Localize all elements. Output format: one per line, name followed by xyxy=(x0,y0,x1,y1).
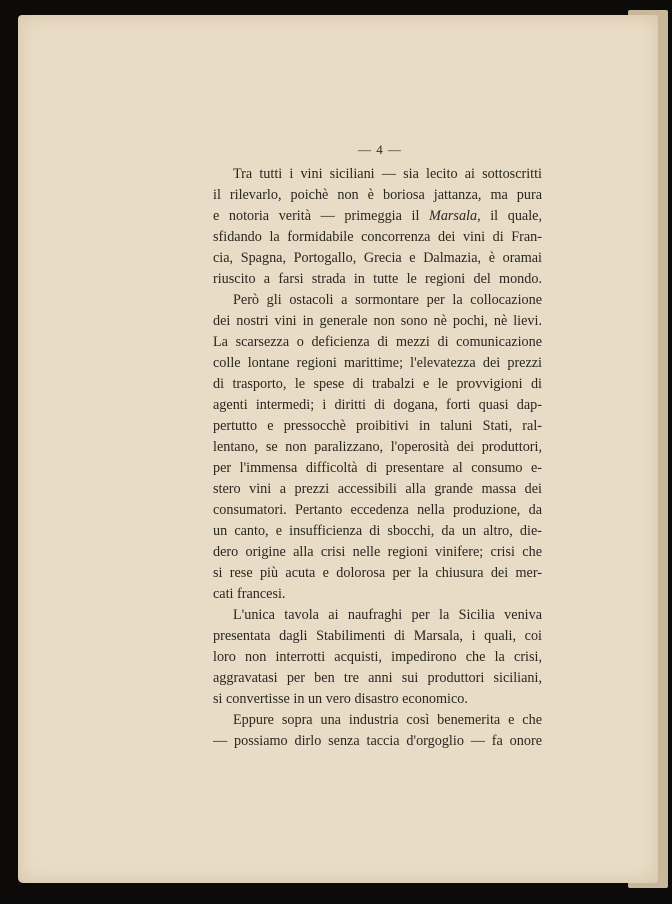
text-line: stero vini a prezzi accessibili alla grande massa dei xyxy=(213,481,542,497)
text-line: il rilevarlo, poichè non è boriosa jattanza, ma pura xyxy=(213,187,542,203)
text-line xyxy=(213,206,542,227)
text-line: L'unica tavola ai naufraghi per la Sicilia veniva xyxy=(233,607,542,623)
text-line: di trasporto, le spese di trabalzi e le provvigioni di xyxy=(213,376,542,392)
text-segment: , il quale, xyxy=(477,208,543,224)
text-line: riuscito a farsi strada in tutte le regioni del mondo. xyxy=(213,271,542,287)
text-line: Tra tutti i vini siciliani — sia lecito ai sottoscritti xyxy=(233,166,542,182)
text-line: Eppure sopra una industria così benemerita e che xyxy=(233,712,542,728)
text-line: Però gli ostacoli a sormontare per la collocazione xyxy=(233,292,542,308)
emphasized-word: Marsala xyxy=(429,208,478,224)
text-line: colle lontane regioni marittime; l'elevatezza dei prezzi xyxy=(213,355,542,371)
text-line: lentano, se non paralizzano, l'operosità dei produttori, xyxy=(213,439,542,455)
text-line: un canto, e insufficienza di sbocchi, da un altro, die- xyxy=(213,523,542,539)
text-segment: e notoria verità — primeggia il xyxy=(213,208,429,224)
text-line: pertutto e pressocchè proibitivi in taluni Stati, ral- xyxy=(213,418,542,434)
text-line: consumatori. Pertanto eccedenza nella produzione, da xyxy=(213,502,542,518)
text-line: presentata dagli Stabilimenti di Marsala, i quali, coi xyxy=(213,628,542,644)
page-number: — 4 — xyxy=(358,142,402,157)
text-line: — possiamo dirlo senza taccia d'orgoglio — fa onore xyxy=(213,733,542,749)
text-line: cia, Spagna, Portogallo, Grecia e Dalmazia, è oramai xyxy=(213,250,542,266)
text-line: loro non interrotti acquisti, impedirono che la crisi, xyxy=(213,649,542,665)
text-line: dero origine alla crisi nelle regioni vinifere; crisi che xyxy=(213,544,542,560)
body-text xyxy=(213,164,542,752)
text-line: dei nostri vini in generale non sono nè pochi, nè lievi. xyxy=(213,313,542,329)
text-line: aggravatasi per ben tre anni sui produttori siciliani, xyxy=(213,670,542,686)
text-line: sfidando la formidabile concorrenza dei vini di Fran- xyxy=(213,229,542,245)
text-line: agenti intermedi; i diritti di dogana, forti quasi dap- xyxy=(213,397,542,413)
text-line: cati francesi. xyxy=(213,586,286,602)
text-line: La scarsezza o deficienza di mezzi di comunicazione xyxy=(213,334,542,350)
text-line: per l'immensa difficoltà di presentare al consumo e- xyxy=(213,460,542,476)
text-line: si rese più acuta e dolorosa per la chiusura dei mer- xyxy=(213,565,542,581)
text-line: si convertisse in un vero disastro economico. xyxy=(213,691,468,707)
